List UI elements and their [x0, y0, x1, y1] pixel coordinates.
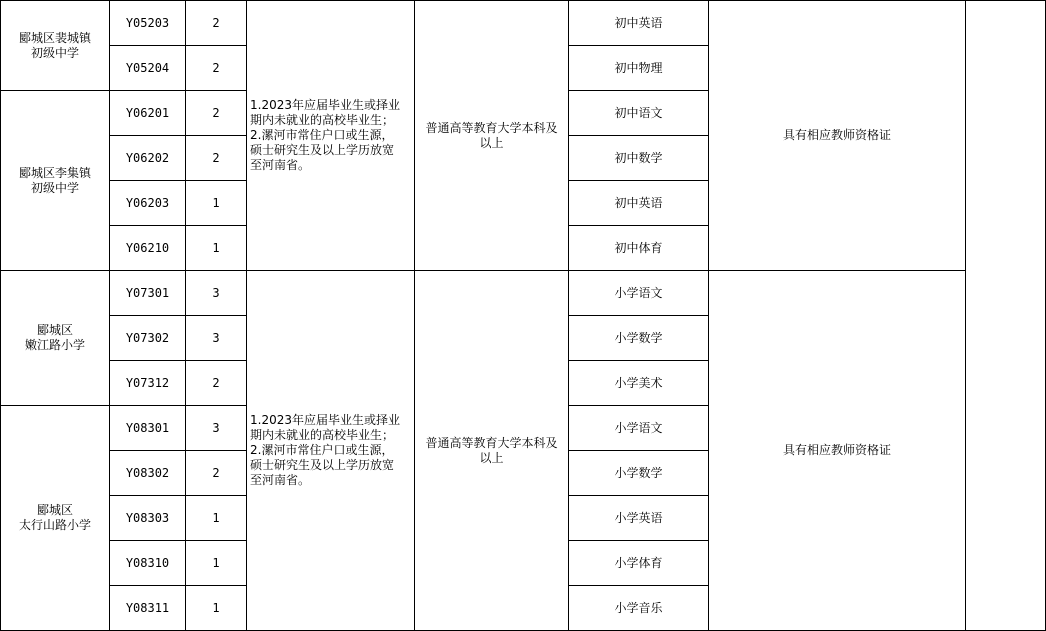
position-code-cell: Y06210 [110, 226, 186, 271]
school-name-line: 嫩江路小学 [24, 338, 85, 352]
headcount-cell: 2 [186, 451, 247, 496]
school-name-line: 郾城区裴城镇 [18, 30, 91, 45]
headcount-cell: 2 [186, 361, 247, 406]
position-code-cell: Y08303 [110, 496, 186, 541]
school-name-cell [1, 1, 110, 91]
education-line: 普通高等教育大学本科及 [425, 435, 558, 450]
school-name-line: 初级中学 [30, 180, 79, 195]
school-name-cell [1, 91, 110, 271]
school-name-line: 初级中学 [30, 45, 79, 60]
headcount-cell: 3 [186, 406, 247, 451]
position-code-cell: Y08310 [110, 541, 186, 586]
position-code-cell: Y06201 [110, 91, 186, 136]
table-row [1, 1, 1046, 46]
subject-cell: 初中体育 [569, 226, 709, 271]
requirements-line: 硕士研究生及以上学历放宽 [250, 143, 395, 157]
subject-cell: 初中英语 [569, 181, 709, 226]
requirements-line: 至河南省。 [250, 158, 311, 172]
subject-cell: 初中英语 [569, 1, 709, 46]
subject-cell: 小学数学 [569, 451, 709, 496]
headcount-cell: 3 [186, 316, 247, 361]
remarks-cell [966, 1, 1046, 631]
position-code-cell: Y05203 [110, 1, 186, 46]
requirements-cell [247, 1, 415, 271]
headcount-cell: 1 [186, 181, 247, 226]
subject-cell: 小学英语 [569, 496, 709, 541]
subject-cell: 初中物理 [569, 46, 709, 91]
position-code-cell: Y06202 [110, 136, 186, 181]
education-line: 以上 [479, 135, 504, 150]
headcount-cell: 2 [186, 46, 247, 91]
school-name-cell [1, 271, 110, 406]
requirements-line: 2.漯河市常住户口或生源， [250, 443, 394, 457]
education-cell [415, 1, 569, 271]
headcount-cell: 1 [186, 226, 247, 271]
headcount-cell: 2 [186, 136, 247, 181]
education-line: 普通高等教育大学本科及 [425, 120, 558, 135]
requirements-line: 1.2023年应届毕业生或择业 [250, 98, 400, 112]
position-code-cell: Y07312 [110, 361, 186, 406]
school-name-line: 郾城区 [36, 503, 73, 517]
school-name-line: 郾城区 [36, 323, 73, 337]
position-code-cell: Y05204 [110, 46, 186, 91]
subject-cell: 小学美术 [569, 361, 709, 406]
school-name-line: 太行山路小学 [18, 518, 91, 532]
certificate-cell: 具有相应教师资格证 [709, 1, 966, 271]
headcount-cell: 2 [186, 91, 247, 136]
subject-cell: 初中语文 [569, 91, 709, 136]
requirements-line: 期内未就业的高校毕业生； [250, 428, 395, 442]
certificate-cell: 具有相应教师资格证 [709, 271, 966, 631]
requirements-line: 硕士研究生及以上学历放宽 [250, 458, 395, 472]
education-line: 以上 [479, 450, 504, 465]
position-code-cell: Y08302 [110, 451, 186, 496]
headcount-cell: 1 [186, 496, 247, 541]
headcount-cell: 1 [186, 541, 247, 586]
position-code-cell: Y08301 [110, 406, 186, 451]
education-cell [415, 271, 569, 631]
requirements-line: 至河南省。 [250, 473, 311, 487]
requirements-line: 期内未就业的高校毕业生； [250, 113, 395, 127]
requirements-line: 1.2023年应届毕业生或择业 [250, 413, 400, 427]
headcount-cell: 1 [186, 586, 247, 631]
subject-cell: 小学音乐 [569, 586, 709, 631]
subject-cell: 小学数学 [569, 316, 709, 361]
position-code-cell: Y08311 [110, 586, 186, 631]
position-code-cell: Y07302 [110, 316, 186, 361]
subject-cell: 小学体育 [569, 541, 709, 586]
headcount-cell: 2 [186, 1, 247, 46]
school-name-cell [1, 406, 110, 631]
school-name-line: 郾城区李集镇 [18, 165, 91, 180]
position-code-cell: Y06203 [110, 181, 186, 226]
requirements-cell [247, 271, 415, 631]
subject-cell: 小学语文 [569, 271, 709, 316]
headcount-cell: 3 [186, 271, 247, 316]
subject-cell: 小学语文 [569, 406, 709, 451]
table-row [1, 271, 1046, 316]
position-code-cell: Y07301 [110, 271, 186, 316]
subject-cell: 初中数学 [569, 136, 709, 181]
requirements-line: 2.漯河市常住户口或生源， [250, 128, 394, 142]
